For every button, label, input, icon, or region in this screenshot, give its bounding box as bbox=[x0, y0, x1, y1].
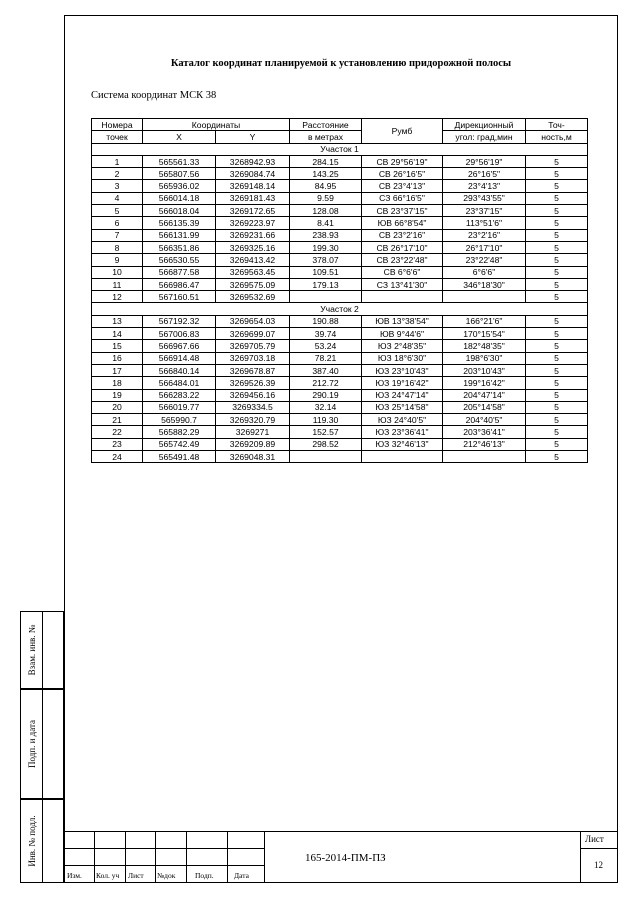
table-cell: 22 bbox=[92, 426, 143, 438]
table-cell: 5 bbox=[526, 451, 588, 463]
table-row bbox=[92, 180, 588, 192]
table-cell: 3269209.89 bbox=[216, 438, 290, 450]
header-y: Y bbox=[216, 131, 290, 143]
table-cell: 166°21'6" bbox=[443, 315, 526, 327]
table-cell: 567192.32 bbox=[143, 315, 216, 327]
table-cell: 566986.47 bbox=[143, 278, 216, 290]
side-stamp-podp bbox=[20, 689, 64, 799]
table-cell bbox=[362, 451, 443, 463]
table-cell: СВ 29°56'19" bbox=[362, 155, 443, 167]
table-cell: СВ 23°37'15" bbox=[362, 205, 443, 217]
header-num: Номера bbox=[92, 119, 143, 131]
table-cell: 565807.56 bbox=[143, 168, 216, 180]
table-cell: 26°17'10" bbox=[443, 241, 526, 253]
section-title: Участок 2 bbox=[92, 303, 588, 315]
table-cell: 5 bbox=[526, 426, 588, 438]
table-cell: 204°40'5" bbox=[443, 414, 526, 426]
table-cell: 19 bbox=[92, 389, 143, 401]
table-cell: 17 bbox=[92, 364, 143, 376]
table-cell: ЮЗ 32°46'13" bbox=[362, 438, 443, 450]
table-cell: 190.88 bbox=[290, 315, 362, 327]
table-cell: 24 bbox=[92, 451, 143, 463]
table-cell: 5 bbox=[526, 377, 588, 389]
table-row bbox=[92, 155, 588, 167]
table-cell: СВ 26°17'10" bbox=[362, 241, 443, 253]
table-cell: СВ 23°4'13" bbox=[362, 180, 443, 192]
table-cell: 39.74 bbox=[290, 328, 362, 340]
table-cell: 5 bbox=[526, 389, 588, 401]
table-row bbox=[92, 328, 588, 340]
table-cell: 566351.86 bbox=[143, 241, 216, 253]
table-cell: ЮЗ 18°6'30" bbox=[362, 352, 443, 364]
table-cell: 128.08 bbox=[290, 205, 362, 217]
table-cell: 29°56'19" bbox=[443, 155, 526, 167]
table-cell: 205°14'58" bbox=[443, 401, 526, 413]
table-cell: 6°6'6" bbox=[443, 266, 526, 278]
table-cell: 3269575.09 bbox=[216, 278, 290, 290]
table-cell: 8 bbox=[92, 241, 143, 253]
table-cell: 20 bbox=[92, 401, 143, 413]
table-cell: 565882.29 bbox=[143, 426, 216, 438]
stamp-list: Лист bbox=[128, 871, 144, 880]
table-cell: 284.15 bbox=[290, 155, 362, 167]
table-cell: 3269084.74 bbox=[216, 168, 290, 180]
table-cell: СВ 23°22'48" bbox=[362, 254, 443, 266]
table-cell: 23°22'48" bbox=[443, 254, 526, 266]
table-cell: 5 bbox=[526, 155, 588, 167]
table-cell: 565491.48 bbox=[143, 451, 216, 463]
table-cell: 5 bbox=[92, 205, 143, 217]
table-cell: 5 bbox=[526, 352, 588, 364]
table-row bbox=[92, 205, 588, 217]
table-cell: 5 bbox=[526, 254, 588, 266]
header-num-2: точек bbox=[92, 131, 143, 143]
table-cell: 5 bbox=[526, 229, 588, 241]
table-cell: 78.21 bbox=[290, 352, 362, 364]
table-cell: ЮЗ 23°36'41" bbox=[362, 426, 443, 438]
table-cell: 566840.14 bbox=[143, 364, 216, 376]
table-cell: 5 bbox=[526, 278, 588, 290]
table-cell: 3 bbox=[92, 180, 143, 192]
sheet-label: Лист bbox=[585, 834, 604, 844]
table-cell: 26°16'5" bbox=[443, 168, 526, 180]
table-cell: 212.72 bbox=[290, 377, 362, 389]
header-acc-2: ность,м bbox=[526, 131, 588, 143]
table-cell: 566530.55 bbox=[143, 254, 216, 266]
table-cell: ЮВ 13°38'54" bbox=[362, 315, 443, 327]
header-coords: Координаты bbox=[143, 119, 290, 131]
table-cell: 238.93 bbox=[290, 229, 362, 241]
table-cell: 565742.49 bbox=[143, 438, 216, 450]
sheet-number: 12 bbox=[594, 860, 603, 870]
table-row bbox=[92, 377, 588, 389]
table-cell: 290.19 bbox=[290, 389, 362, 401]
table-cell: 3269678.87 bbox=[216, 364, 290, 376]
table-cell: ЮЗ 23°10'43" bbox=[362, 364, 443, 376]
table-row bbox=[92, 315, 588, 327]
table-cell: 170°15'54" bbox=[443, 328, 526, 340]
table-cell bbox=[290, 451, 362, 463]
table-cell: СВ 6°6'6" bbox=[362, 266, 443, 278]
stamp-data: Дата bbox=[234, 871, 249, 880]
table-cell: 3269181.43 bbox=[216, 192, 290, 204]
table-cell: 8.41 bbox=[290, 217, 362, 229]
table-cell: 11 bbox=[92, 278, 143, 290]
table-row bbox=[92, 401, 588, 413]
table-cell: 3269172.65 bbox=[216, 205, 290, 217]
table-row bbox=[92, 438, 588, 450]
table-cell: 3269223.97 bbox=[216, 217, 290, 229]
table-cell: СВ 23°2'16" bbox=[362, 229, 443, 241]
table-cell: 199°16'42" bbox=[443, 377, 526, 389]
table-cell: 5 bbox=[526, 315, 588, 327]
table-cell: 3269526.39 bbox=[216, 377, 290, 389]
table-cell: 21 bbox=[92, 414, 143, 426]
table-row bbox=[92, 340, 588, 352]
header-x: X bbox=[143, 131, 216, 143]
table-cell: 182°48'35" bbox=[443, 340, 526, 352]
table-cell: 5 bbox=[526, 328, 588, 340]
table-cell: ЮВ 66°8'54" bbox=[362, 217, 443, 229]
table-cell: 565936.02 bbox=[143, 180, 216, 192]
table-cell: 5 bbox=[526, 217, 588, 229]
table-cell: 566877.58 bbox=[143, 266, 216, 278]
header-dist-2: в метрах bbox=[290, 131, 362, 143]
table-cell: 23°2'16" bbox=[443, 229, 526, 241]
table-cell: 13 bbox=[92, 315, 143, 327]
section-row bbox=[92, 143, 588, 155]
coordinate-catalog-table bbox=[91, 118, 588, 463]
table-cell: 566484.01 bbox=[143, 377, 216, 389]
table-cell: 199.30 bbox=[290, 241, 362, 253]
table-cell: 32.14 bbox=[290, 401, 362, 413]
table-cell: 566914.48 bbox=[143, 352, 216, 364]
table-cell: 15 bbox=[92, 340, 143, 352]
table-cell: 3268942.93 bbox=[216, 155, 290, 167]
table-row bbox=[92, 278, 588, 290]
table-row bbox=[92, 389, 588, 401]
section-title: Участок 1 bbox=[92, 143, 588, 155]
table-cell: 23°37'15" bbox=[443, 205, 526, 217]
table-cell: 119.30 bbox=[290, 414, 362, 426]
page-title: Каталог координат планируемой к установлению придорожной полосы bbox=[170, 58, 512, 69]
table-cell: 152.57 bbox=[290, 426, 362, 438]
table-cell: 565561.33 bbox=[143, 155, 216, 167]
table-cell: 5 bbox=[526, 414, 588, 426]
table-cell: 3269654.03 bbox=[216, 315, 290, 327]
table-cell: 198°6'30" bbox=[443, 352, 526, 364]
table-row bbox=[92, 241, 588, 253]
side-label-vzam: Взам. инв. № bbox=[26, 624, 37, 676]
table-cell: 566131.99 bbox=[143, 229, 216, 241]
table-cell: 5 bbox=[526, 340, 588, 352]
table-cell: 5 bbox=[526, 401, 588, 413]
table-cell: 3269563.45 bbox=[216, 266, 290, 278]
table-cell: 10 bbox=[92, 266, 143, 278]
table-cell: СВ 26°16'5" bbox=[362, 168, 443, 180]
table-cell: 3269271 bbox=[216, 426, 290, 438]
stamp-podp: Подп. bbox=[195, 871, 214, 880]
table-cell: 18 bbox=[92, 377, 143, 389]
side-stamp-vzam bbox=[20, 611, 64, 689]
table-cell: 2 bbox=[92, 168, 143, 180]
table-cell: СЗ 66°16'5" bbox=[362, 192, 443, 204]
table-cell: 566018.04 bbox=[143, 205, 216, 217]
stamp-ndok: №док bbox=[157, 871, 176, 880]
table-cell: ЮЗ 24°40'5" bbox=[362, 414, 443, 426]
table-cell: 3269705.79 bbox=[216, 340, 290, 352]
table-cell: ЮЗ 25°14'58" bbox=[362, 401, 443, 413]
table-cell: 3269699.07 bbox=[216, 328, 290, 340]
stamp-kol: Кол. уч bbox=[96, 871, 120, 880]
table-cell: 203°10'43" bbox=[443, 364, 526, 376]
table-row bbox=[92, 254, 588, 266]
table-row bbox=[92, 168, 588, 180]
table-cell: 566283.22 bbox=[143, 389, 216, 401]
table-cell: 5 bbox=[526, 438, 588, 450]
table-row bbox=[92, 364, 588, 376]
table-cell bbox=[443, 451, 526, 463]
table-row bbox=[92, 229, 588, 241]
side-label-podp: Подп. и дата bbox=[26, 719, 37, 769]
table-cell: 12 bbox=[92, 291, 143, 303]
header-dir: Дирекционный bbox=[443, 119, 526, 131]
table-row bbox=[92, 266, 588, 278]
header-rumb: Румб bbox=[362, 119, 443, 144]
table-cell: 5 bbox=[526, 168, 588, 180]
table-cell: 566967.66 bbox=[143, 340, 216, 352]
table-row bbox=[92, 451, 588, 463]
table-cell: 1 bbox=[92, 155, 143, 167]
table-cell: 566014.18 bbox=[143, 192, 216, 204]
document-number: 165-2014-ПМ-ПЗ bbox=[305, 852, 386, 864]
table-cell: 3269413.42 bbox=[216, 254, 290, 266]
table-cell: 179.13 bbox=[290, 278, 362, 290]
table-cell: 16 bbox=[92, 352, 143, 364]
table-cell: 566135.39 bbox=[143, 217, 216, 229]
table-cell: 143.25 bbox=[290, 168, 362, 180]
table-row bbox=[92, 352, 588, 364]
table-cell: 5 bbox=[526, 205, 588, 217]
table-cell: 298.52 bbox=[290, 438, 362, 450]
table-cell: СЗ 13°41'30" bbox=[362, 278, 443, 290]
table-cell: ЮВ 9°44'6" bbox=[362, 328, 443, 340]
table-cell: 346°18'30" bbox=[443, 278, 526, 290]
table-cell: 5 bbox=[526, 266, 588, 278]
table-cell: 387.40 bbox=[290, 364, 362, 376]
table-cell bbox=[290, 291, 362, 303]
table-cell: 6 bbox=[92, 217, 143, 229]
table-cell: 565990.7 bbox=[143, 414, 216, 426]
header-dist: Расстояние bbox=[290, 119, 362, 131]
table-cell: 9.59 bbox=[290, 192, 362, 204]
table-cell: 204°47'14" bbox=[443, 389, 526, 401]
table-cell: 3269703.18 bbox=[216, 352, 290, 364]
table-cell: 566019.77 bbox=[143, 401, 216, 413]
table-row bbox=[92, 192, 588, 204]
table-cell: 3269048.31 bbox=[216, 451, 290, 463]
table-cell bbox=[362, 291, 443, 303]
coordinate-system-label: Система координат МСК 38 bbox=[91, 90, 217, 101]
table-cell: 5 bbox=[526, 364, 588, 376]
table-cell: 23°4'13" bbox=[443, 180, 526, 192]
table-cell: 3269334.5 bbox=[216, 401, 290, 413]
table-cell: 3269532.69 bbox=[216, 291, 290, 303]
table-row bbox=[92, 291, 588, 303]
catalog-body bbox=[92, 143, 588, 463]
table-row bbox=[92, 217, 588, 229]
table-cell: 7 bbox=[92, 229, 143, 241]
table-cell bbox=[443, 291, 526, 303]
table-cell: 14 bbox=[92, 328, 143, 340]
table-cell: 567006.83 bbox=[143, 328, 216, 340]
table-cell: 4 bbox=[92, 192, 143, 204]
table-cell: 3269456.16 bbox=[216, 389, 290, 401]
table-cell: 5 bbox=[526, 180, 588, 192]
table-cell: 212°46'13" bbox=[443, 438, 526, 450]
table-row bbox=[92, 414, 588, 426]
table-cell: ЮЗ 24°47'14" bbox=[362, 389, 443, 401]
table-cell: 109.51 bbox=[290, 266, 362, 278]
table-cell: 293°43'55" bbox=[443, 192, 526, 204]
table-cell: 5 bbox=[526, 192, 588, 204]
table-cell: 567160.51 bbox=[143, 291, 216, 303]
table-cell: 9 bbox=[92, 254, 143, 266]
table-cell: 3269231.66 bbox=[216, 229, 290, 241]
side-stamp-inv bbox=[20, 799, 64, 883]
table-row bbox=[92, 426, 588, 438]
table-cell: ЮЗ 2°48'35" bbox=[362, 340, 443, 352]
stamp-izm: Изм. bbox=[67, 871, 82, 880]
table-cell: 5 bbox=[526, 291, 588, 303]
table-cell: 5 bbox=[526, 241, 588, 253]
table-cell: 3269148.14 bbox=[216, 180, 290, 192]
table-cell: 53.24 bbox=[290, 340, 362, 352]
table-cell: 3269320.79 bbox=[216, 414, 290, 426]
table-cell: ЮЗ 19°16'42" bbox=[362, 377, 443, 389]
table-cell: 378.07 bbox=[290, 254, 362, 266]
side-label-inv: Инв. № подл. bbox=[26, 815, 37, 867]
table-cell: 203°36'41" bbox=[443, 426, 526, 438]
table-cell: 113°51'6" bbox=[443, 217, 526, 229]
table-cell: 23 bbox=[92, 438, 143, 450]
table-cell: 3269325.16 bbox=[216, 241, 290, 253]
table-cell: 84.95 bbox=[290, 180, 362, 192]
header-acc: Точ- bbox=[526, 119, 588, 131]
header-dir-2: угол: град,мин bbox=[443, 131, 526, 143]
section-row bbox=[92, 303, 588, 315]
